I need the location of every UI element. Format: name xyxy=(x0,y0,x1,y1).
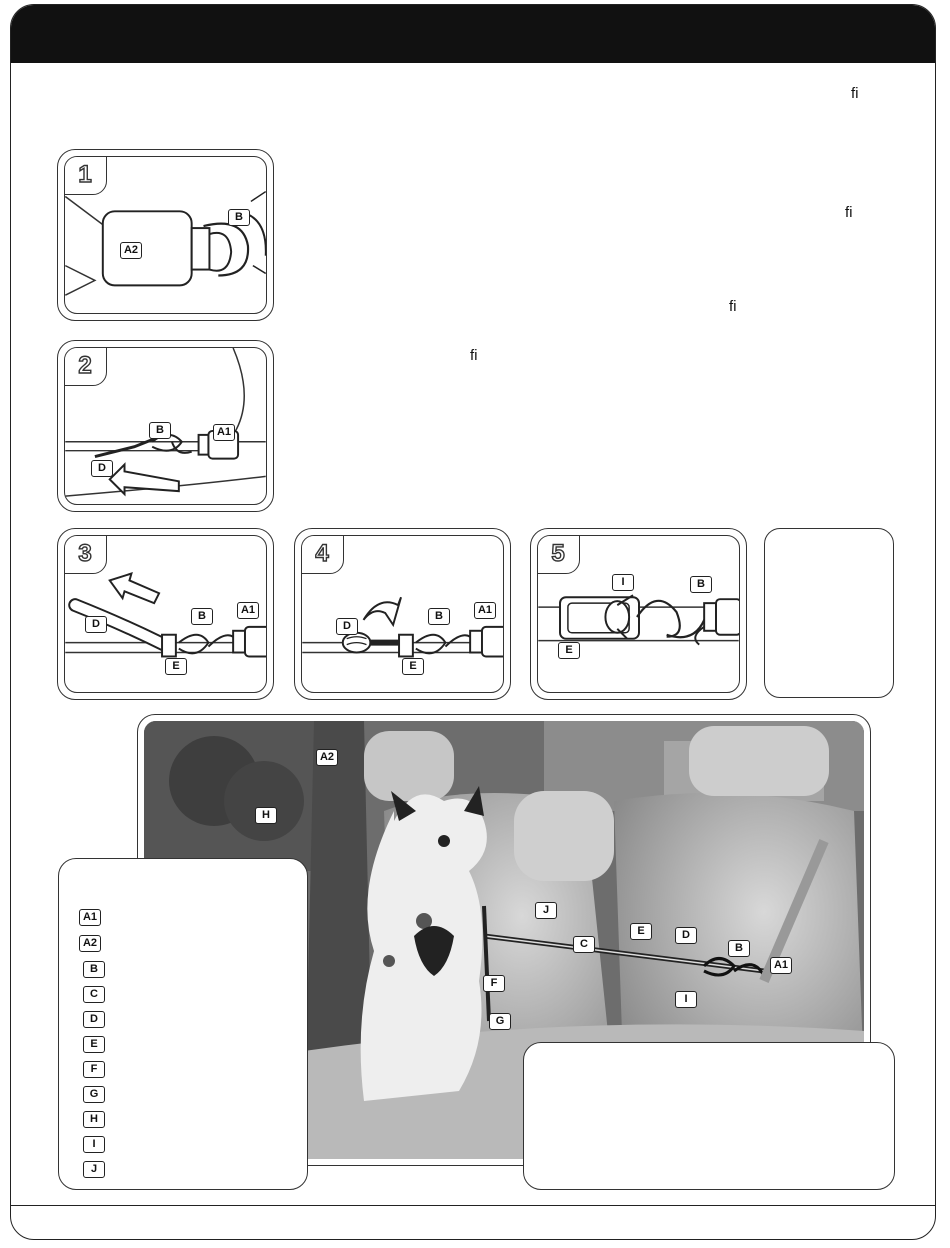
legend-label: H xyxy=(83,1111,105,1128)
step-2-illustration xyxy=(64,347,267,505)
step-1-illustration xyxy=(64,156,267,314)
legend-item xyxy=(79,933,101,952)
label-d: D xyxy=(91,460,113,477)
step1-ligature-a: ﬁ xyxy=(845,204,853,221)
photo-label-e: E xyxy=(630,923,652,940)
photo-label-f: F xyxy=(483,975,505,992)
photo-label-b: B xyxy=(728,940,750,957)
photo-label-g: G xyxy=(489,1013,511,1030)
step-number: 4 xyxy=(301,535,344,574)
legend-label: I xyxy=(83,1136,105,1153)
label-e: E xyxy=(558,642,580,659)
label-a1: A1 xyxy=(213,424,235,441)
legend-item xyxy=(83,959,105,978)
legend-label: D xyxy=(83,1011,105,1028)
label-d: D xyxy=(85,616,107,633)
step-number: 3 xyxy=(64,535,107,574)
legend-item xyxy=(83,1159,105,1178)
step-number: 1 xyxy=(64,156,107,195)
step-number: 5 xyxy=(537,535,580,574)
label-b: B xyxy=(690,576,712,593)
legend-label: B xyxy=(83,961,105,978)
legend-item xyxy=(83,1134,105,1153)
intro-ligature: ﬁ xyxy=(851,85,859,102)
legend-item xyxy=(83,1034,105,1053)
note-panel xyxy=(523,1042,895,1190)
legend-item xyxy=(83,1109,105,1128)
legend-item xyxy=(83,1084,105,1103)
blank-panel xyxy=(764,528,894,698)
legend-item xyxy=(83,1009,105,1028)
legend-label: J xyxy=(83,1161,105,1178)
step-number: 2 xyxy=(64,347,107,386)
legend-label: G xyxy=(83,1086,105,1103)
label-e: E xyxy=(165,658,187,675)
label-a2: A2 xyxy=(120,242,142,259)
step-4-panel xyxy=(294,528,511,700)
step-5-illustration xyxy=(537,535,740,693)
label-e: E xyxy=(402,658,424,675)
label-a1: A1 xyxy=(474,602,496,619)
step-1-panel xyxy=(57,149,274,321)
photo-label-a1: A1 xyxy=(770,957,792,974)
label-b: B xyxy=(428,608,450,625)
photo-label-i: I xyxy=(675,991,697,1008)
photo-label-a2: A2 xyxy=(316,749,338,766)
photo-label-c: C xyxy=(573,936,595,953)
photo-label-h: H xyxy=(255,807,277,824)
photo-label-d: D xyxy=(675,927,697,944)
legend-label: A2 xyxy=(79,935,101,952)
legend-label: C xyxy=(83,986,105,1003)
label-b: B xyxy=(228,209,250,226)
step-2-panel xyxy=(57,340,274,512)
step2-ligature: ﬁ xyxy=(470,347,478,364)
step-5-panel xyxy=(530,528,747,700)
legend-item xyxy=(83,1059,105,1078)
parts-legend xyxy=(58,858,308,1190)
header-bar xyxy=(11,5,935,63)
step-3-panel xyxy=(57,528,274,700)
legend-item xyxy=(79,907,101,926)
legend-label: A1 xyxy=(79,909,101,926)
label-d: D xyxy=(336,618,358,635)
photo-label-j: J xyxy=(535,902,557,919)
step-4-illustration xyxy=(301,535,504,693)
legend-label: E xyxy=(83,1036,105,1053)
label-b: B xyxy=(191,608,213,625)
label-i: I xyxy=(612,574,634,591)
step-3-illustration xyxy=(64,535,267,693)
legend-item xyxy=(83,984,105,1003)
legend-label: F xyxy=(83,1061,105,1078)
label-a1: A1 xyxy=(237,602,259,619)
step1-ligature-b: ﬁ xyxy=(729,298,737,315)
footer-rule xyxy=(11,1205,935,1206)
label-b: B xyxy=(149,422,171,439)
